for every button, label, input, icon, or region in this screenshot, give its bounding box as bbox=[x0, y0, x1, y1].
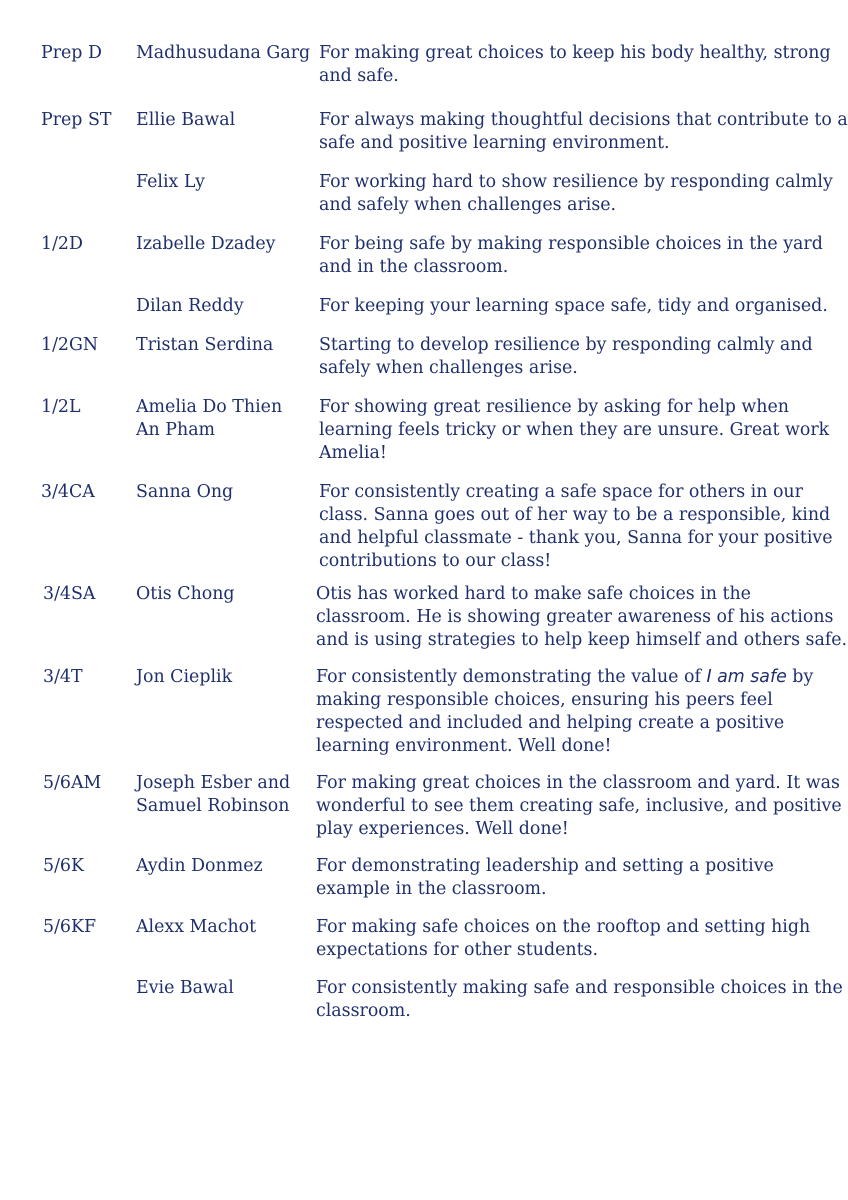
student-name: Izabelle Dzadey bbox=[136, 234, 276, 254]
class-label: 1/2L bbox=[41, 397, 81, 417]
award-description: For being safe by making responsible choices in the yard and in the classroom. bbox=[319, 234, 823, 277]
class-label: Prep D bbox=[41, 43, 102, 63]
award-description: For consistently creating a safe space for others in our class. Sanna goes out of her way to be a responsible, kind and helpful classmate - thank you, Sanna for your positive contributions to our class! bbox=[319, 482, 833, 571]
student-name: Madhusudana Garg bbox=[136, 43, 311, 63]
student-name: Sanna Ong bbox=[136, 482, 234, 502]
class-label: 5/6K bbox=[43, 856, 84, 876]
student-name: Joseph Esber and Samuel Robinson bbox=[136, 773, 291, 816]
class-label: Prep ST bbox=[41, 110, 112, 130]
award-description: For consistently making safe and responsible choices in the classroom. bbox=[316, 978, 843, 1021]
class-label: 5/6AM bbox=[43, 773, 102, 793]
award-description: For always making thoughtful decisions that contribute to a safe and positive learning environment. bbox=[319, 110, 848, 153]
student-name: Dilan Reddy bbox=[136, 296, 244, 316]
award-description: Otis has worked hard to make safe choices in the classroom. He is showing greater awareness of his actions and is using strategies to help keep himself and others safe. bbox=[316, 584, 848, 650]
award-description: For showing great resilience by asking for help when learning feels tricky or when they are unsure. Great work Amelia! bbox=[319, 397, 830, 463]
award-description: For working hard to show resilience by responding calmly and safely when challenges arise. bbox=[319, 172, 833, 215]
class-label: 1/2GN bbox=[41, 335, 99, 355]
award-description: For making safe choices on the rooftop and setting high expectations for other students. bbox=[316, 917, 811, 960]
award-description: For making great choices to keep his body healthy, strong and safe. bbox=[319, 43, 831, 86]
class-label: 1/2D bbox=[41, 234, 83, 254]
class-label: 5/6KF bbox=[43, 917, 97, 937]
student-name: Amelia Do Thien An Pham bbox=[136, 397, 283, 440]
class-label: 3/4T bbox=[43, 667, 83, 687]
student-name: Felix Ly bbox=[136, 172, 205, 192]
award-description: For demonstrating leadership and setting a positive example in the classroom. bbox=[316, 856, 774, 899]
student-name: Jon Cieplik bbox=[136, 667, 233, 687]
award-description: For making great choices in the classroom and yard. It was wonderful to see them creating safe, inclusive, and positive play experiences. Well done! bbox=[316, 773, 842, 839]
student-name: Evie Bawal bbox=[136, 978, 234, 998]
student-name: Aydin Donmez bbox=[136, 856, 263, 876]
class-label: 3/4SA bbox=[43, 584, 96, 604]
award-description: For consistently demonstrating the value of I am safe by making responsible choices, ensuring his peers feel respected and included and helping create a positive learning environment. Well done! bbox=[316, 667, 814, 756]
class-label: 3/4CA bbox=[41, 482, 95, 502]
award-description: Starting to develop resilience by responding calmly and safely when challenges arise. bbox=[319, 335, 813, 378]
student-name: Otis Chong bbox=[136, 584, 235, 604]
student-name: Tristan Serdina bbox=[136, 335, 274, 355]
student-name: Ellie Bawal bbox=[136, 110, 236, 130]
award-description: For keeping your learning space safe, tidy and organised. bbox=[319, 296, 828, 316]
student-name: Alexx Machot bbox=[136, 917, 257, 937]
